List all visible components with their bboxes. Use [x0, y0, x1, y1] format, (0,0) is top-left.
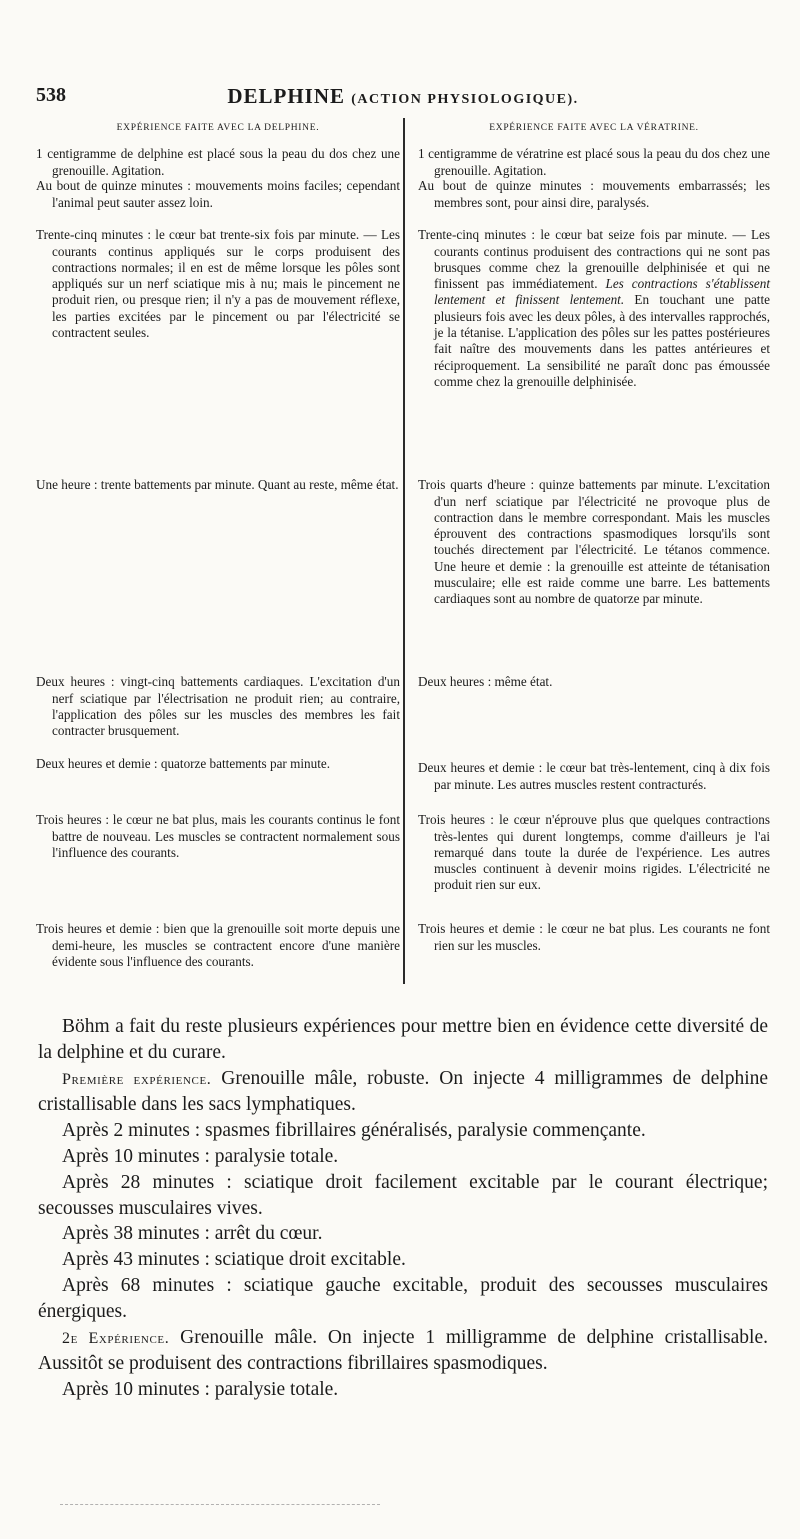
- right-entry-4: Trois quarts d'heure : quinze battements par minute. L'excitation d'un nerf sciatique par l'électricité ne provoque plus de contraction dans le membre correspondant. Mais les muscles éprouvent des contractions spasmodiques lorsqu'ils sont touchés directement par l'électricité. Le tétanos commence. Une heure et demie : la grenouille est atteinte de tétanisation musculaire; elle est raide comme une barre. Les battements cardiaques sont au nombre de quatorze par minute.: [418, 477, 770, 607]
- right-entry-8: Trois heures et demie : le cœur ne bat plus. Les courants ne font rien sur les muscles.: [418, 921, 770, 953]
- result-line-5: Après 43 minutes : sciatique droit excitable.: [62, 1249, 406, 1271]
- experience-2-text: Grenouille mâle. On injecte 1 milligramme de delphine cristallisable. Aussitôt se produisent des contractions fibrillaires spasmodiques.: [38, 1326, 768, 1375]
- left-entry-2: Au bout de quinze minutes : mouvements moins faciles; cependant l'animal peut sauter assez loin.: [36, 178, 400, 210]
- experience-1-text: Grenouille mâle, robuste. On injecte 4 milligrammes de delphine cristallisable dans les sacs lymphatiques.: [38, 1067, 769, 1116]
- right-column: [418, 120, 771, 953]
- left-entry-8: Trois heures et demie : bien que la grenouille soit morte depuis une demi-heure, les muscles se contractent encore d'une manière évidente sous l'influence des courants.: [36, 921, 400, 969]
- result-line-4: Après 38 minutes : arrêt du cœur.: [62, 1223, 323, 1245]
- result-line-3: Après 28 minutes : sciatique droit facilement excitable par le courant électrique; secousses musculaires vives.: [38, 1171, 768, 1219]
- experience-2: [38, 1325, 768, 1378]
- result-line-1: Après 2 minutes : spasmes fibrillaires généralisés, paralysie commençante.: [62, 1120, 646, 1142]
- right-entry-3-cont: En touchant une patte plusieurs fois avec les deux pôles, à des intervalles rapprochés, je la tétanise. L'application des pôles sur les pattes postérieures fait naître des mouvements dans les pattes antérieures et réciproquement. La sensibilité ne paraît donc pas émoussée comme chez la grenouille delphinisée.: [434, 292, 770, 389]
- main-text: [38, 1014, 768, 1403]
- left-column: [36, 120, 400, 969]
- right-entry-7: Trois heures : le cœur n'éprouve plus que quelques contractions très-lentes qui durent longtemps, comme d'ailleurs je l'ai remarqué dans toute la durée de l'expérience. Les autres muscles continuent à devenir moins rigides. L'électricité ne produit rien sur eux.: [418, 812, 770, 893]
- left-entry-5: Deux heures : vingt-cinq battements cardiaques. L'excitation d'un nerf sciatique par l'électrisation ne produit rien; au contraire, l'application des pôles sur les muscles des membres les fait contracter brusquement.: [36, 674, 400, 739]
- experience-1-label: Première expérience.: [62, 1070, 212, 1088]
- left-entry-4: Une heure : trente battements par minute. Quant au reste, même état.: [36, 477, 399, 493]
- right-entry-5: Deux heures : même état.: [418, 674, 553, 690]
- experience-1: [38, 1066, 768, 1119]
- right-entry-2: Au bout de quinze minutes : mouvements embarrassés; les membres sont, pour ainsi dire, paralysés.: [418, 178, 770, 210]
- result-line-2: Après 10 minutes : paralysie totale.: [62, 1145, 339, 1167]
- intro-paragraph: Böhm a fait du reste plusieurs expériences pour mettre bien en évidence cette diversité de la delphine et du curare.: [38, 1016, 768, 1063]
- result-line-6: Après 68 minutes : sciatique gauche excitable, produit des secousses musculaires énergiques.: [38, 1274, 768, 1322]
- running-title: [36, 84, 770, 109]
- running-header: [36, 84, 770, 112]
- right-entry-3-text: Trente-cinq minutes : le cœur bat seize fois par minute. — Les courants continus produisent des contractions qui ne sont pas brusques comme chez la grenouille delphinisée et qui ne finissent pas immédiatement.: [418, 227, 770, 292]
- page-number: 538: [36, 84, 66, 106]
- footer-smudge: [60, 1496, 380, 1505]
- column-divider: [403, 118, 405, 984]
- running-title-sub: (ACTION PHYSIOLOGIQUE).: [351, 92, 579, 107]
- experience-2-label: 2e Expérience.: [62, 1329, 170, 1347]
- left-column-heading: EXPÉRIENCE FAITE AVEC LA DELPHINE.: [116, 123, 320, 133]
- result-line-final: Après 10 minutes : paralysie totale.: [62, 1379, 339, 1401]
- right-entry-3-italic: Les contractions s'établissent lentement et finissent lentement.: [434, 276, 771, 308]
- right-entry-6: Deux heures et demie : le cœur bat très-lentement, cinq à dix fois par minute. Les autres muscles restent contracturés.: [418, 760, 770, 792]
- right-column-heading: EXPÉRIENCE FAITE AVEC LA VÉRATRINE.: [489, 123, 699, 133]
- right-entry-3: [418, 227, 770, 390]
- left-entry-1: 1 centigramme de delphine est placé sous la peau du dos chez une grenouille. Agitation.: [36, 146, 400, 178]
- left-entry-6: Deux heures et demie : quatorze battements par minute.: [36, 756, 331, 772]
- left-entry-3: Trente-cinq minutes : le cœur bat trente-six fois par minute. — Les courants continus appliqués sur le corps produisent des contractions normales; il en est de même lorsque les pôles sont appliqués sur un nerf sciatique mis à nu; mais le pincement ne produit rien, ou presque rien; il n'y a pas de mouvement réflexe, les parties excitées par le pincement ou par l'électricité se contractent seules.: [36, 227, 400, 341]
- running-title-main: DELPHINE: [227, 84, 345, 108]
- right-entry-1: 1 centigramme de vératrine est placé sous la peau du dos chez une grenouille. Agitation.: [418, 146, 770, 178]
- left-entry-7: Trois heures : le cœur ne bat plus, mais les courants continus le font battre de nouveau. Les muscles se contractent normalement sous l'influence des courants.: [36, 812, 400, 860]
